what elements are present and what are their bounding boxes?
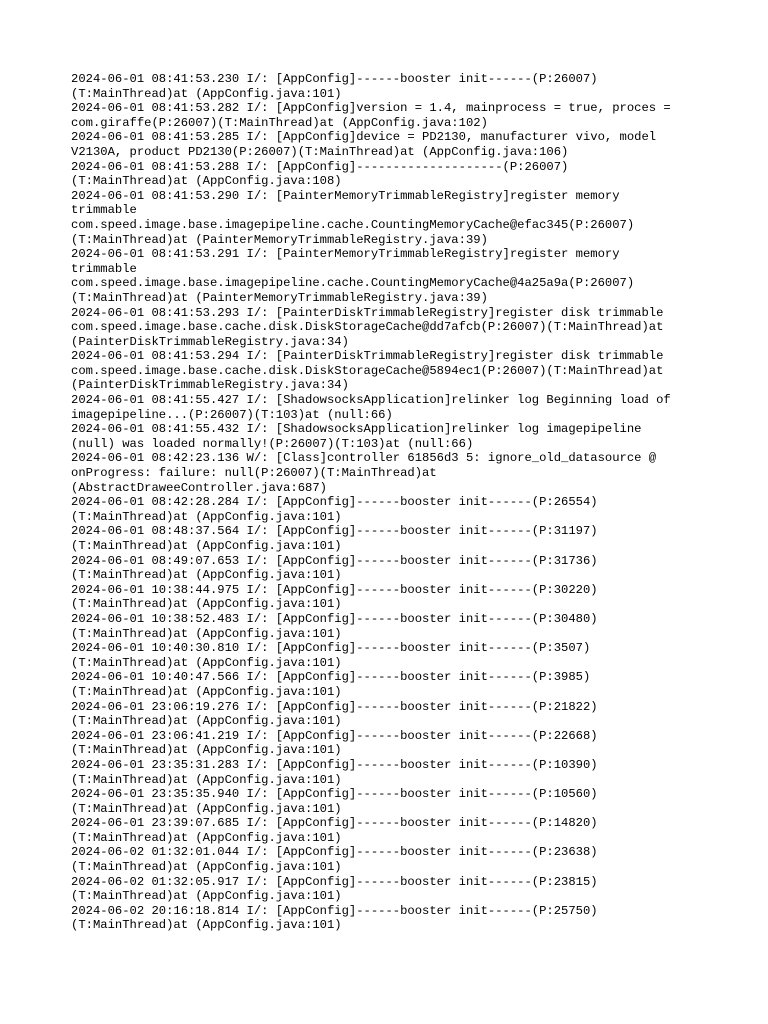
log-line: (T:MainThread)at (AppConfig.java:101)	[71, 918, 342, 933]
log-line: 2024-06-01 23:39:07.685 I/: [AppConfig]------booster init------(P:14820)	[71, 816, 598, 831]
log-line: 2024-06-01 08:41:55.432 I/: [ShadowsocksApplication]relinker log imagepipeline	[71, 422, 642, 437]
log-line: 2024-06-01 10:38:44.975 I/: [AppConfig]------booster init------(P:30220)	[71, 582, 598, 597]
log-document	[71, 72, 711, 933]
log-line: (AbstractDraweeController.java:687)	[71, 480, 327, 495]
log-line: (PainterDiskTrimmableRegistry.java:34)	[71, 378, 349, 393]
log-line: (T:MainThread)at (AppConfig.java:101)	[71, 684, 342, 699]
log-line: (T:MainThread)at (AppConfig.java:101)	[71, 86, 342, 101]
log-line: com.giraffe(P:26007)(T:MainThread)at (AppConfig.java:102)	[71, 115, 488, 130]
log-line: (T:MainThread)at (AppConfig.java:101)	[71, 597, 342, 612]
log-line: (T:MainThread)at (AppConfig.java:101)	[71, 539, 342, 553]
log-line: V2130A, product PD2130(P:26007)(T:MainThread)at (AppConfig.java:106)	[71, 144, 569, 159]
log-line: trimmable	[71, 203, 137, 218]
log-line: 2024-06-01 08:41:53.290 I/: [PainterMemoryTrimmableRegistry]register memory	[71, 188, 620, 203]
log-line: (T:MainThread)at (AppConfig.java:108)	[71, 174, 342, 189]
log-line: 2024-06-01 23:35:31.283 I/: [AppConfig]------booster init------(P:10390)	[71, 757, 598, 772]
log-line: (T:MainThread)at (PainterMemoryTrimmableRegistry.java:39)	[71, 290, 488, 305]
log-line: (T:MainThread)at (AppConfig.java:101)	[71, 801, 342, 816]
log-line: 2024-06-01 08:41:53.291 I/: [PainterMemoryTrimmableRegistry]register memory	[71, 247, 620, 262]
log-line: (T:MainThread)at (AppConfig.java:101)	[71, 714, 342, 729]
log-line: (null) was loaded normally!(P:26007)(T:103)at (null:66)	[71, 436, 474, 451]
log-line: (PainterDiskTrimmableRegistry.java:34)	[71, 334, 349, 349]
log-line: 2024-06-01 08:41:53.288 I/: [AppConfig]--------------------(P:26007)	[71, 159, 569, 174]
log-line: 2024-06-01 10:40:47.566 I/: [AppConfig]------booster init------(P:3985)	[71, 670, 591, 685]
log-line: com.speed.image.base.cache.disk.DiskStorageCache@5894ec1(P:26007)(T:MainThread)at	[71, 363, 664, 378]
log-line: (T:MainThread)at (AppConfig.java:101)	[71, 889, 342, 904]
log-line: 2024-06-01 08:41:53.230 I/: [AppConfig]------booster init------(P:26007)	[71, 72, 598, 86]
log-line: 2024-06-01 08:41:55.427 I/: [ShadowsocksApplication]relinker log Beginning load of	[71, 393, 671, 408]
log-line: (T:MainThread)at (AppConfig.java:101)	[71, 830, 342, 845]
log-line: (T:MainThread)at (AppConfig.java:101)	[71, 626, 342, 641]
log-line: (T:MainThread)at (AppConfig.java:101)	[71, 743, 342, 758]
log-line: 2024-06-01 10:38:52.483 I/: [AppConfig]------booster init------(P:30480)	[71, 611, 598, 626]
log-line: 2024-06-01 23:06:41.219 I/: [AppConfig]------booster init------(P:22668)	[71, 728, 598, 743]
log-line: (T:MainThread)at (AppConfig.java:101)	[71, 860, 342, 875]
log-line: com.speed.image.base.cache.disk.DiskStorageCache@dd7afcb(P:26007)(T:MainThread)at	[71, 320, 664, 335]
log-line: 2024-06-01 23:35:35.940 I/: [AppConfig]------booster init------(P:10560)	[71, 787, 598, 802]
log-line: (T:MainThread)at (AppConfig.java:101)	[71, 772, 342, 787]
log-line: 2024-06-02 01:32:01.044 I/: [AppConfig]------booster init------(P:23638)	[71, 845, 598, 860]
log-line: 2024-06-01 08:42:28.284 I/: [AppConfig]------booster init------(P:26554)	[71, 495, 598, 510]
log-line: 2024-06-02 01:32:05.917 I/: [AppConfig]------booster init------(P:23815)	[71, 874, 598, 889]
log-line: com.speed.image.base.imagepipeline.cache.CountingMemoryCache@efac345(P:26007)	[71, 217, 635, 232]
log-line: (T:MainThread)at (PainterMemoryTrimmableRegistry.java:39)	[71, 232, 488, 247]
log-line: 2024-06-01 23:06:19.276 I/: [AppConfig]------booster init------(P:21822)	[71, 699, 598, 714]
log-line: (T:MainThread)at (AppConfig.java:101)	[71, 655, 342, 670]
log-line: 2024-06-01 08:41:53.294 I/: [PainterDiskTrimmableRegistry]register disk trimmable	[71, 349, 664, 364]
log-line: 2024-06-01 08:41:53.285 I/: [AppConfig]device = PD2130, manufacturer vivo, model	[71, 130, 657, 145]
log-line: 2024-06-02 20:16:18.814 I/: [AppConfig]------booster init------(P:25750)	[71, 903, 598, 918]
log-line: imagepipeline...(P:26007)(T:103)at (null:66)	[71, 407, 393, 422]
log-line: 2024-06-01 08:41:53.293 I/: [PainterDiskTrimmableRegistry]register disk trimmable	[71, 305, 664, 320]
log-line: 2024-06-01 08:41:53.282 I/: [AppConfig]version = 1.4, mainprocess = true, proces =	[71, 101, 671, 116]
log-line: (T:MainThread)at (AppConfig.java:101)	[71, 509, 342, 524]
log-line: trimmable	[71, 261, 137, 276]
log-line: onProgress: failure: null(P:26007)(T:MainThread)at	[71, 466, 437, 481]
log-line: 2024-06-01 10:40:30.810 I/: [AppConfig]------booster init------(P:3507)	[71, 641, 591, 656]
log-line: 2024-06-01 08:49:07.653 I/: [AppConfig]------booster init------(P:31736)	[71, 553, 598, 568]
log-line: com.speed.image.base.imagepipeline.cache.CountingMemoryCache@4a25a9a(P:26007)	[71, 276, 635, 291]
log-line: (T:MainThread)at (AppConfig.java:101)	[71, 568, 342, 583]
log-line: 2024-06-01 08:42:23.136 W/: [Class]controller 61856d3 5: ignore_old_datasource @	[71, 451, 657, 466]
log-line: 2024-06-01 08:48:37.564 I/: [AppConfig]------booster init------(P:31197)	[71, 524, 598, 539]
